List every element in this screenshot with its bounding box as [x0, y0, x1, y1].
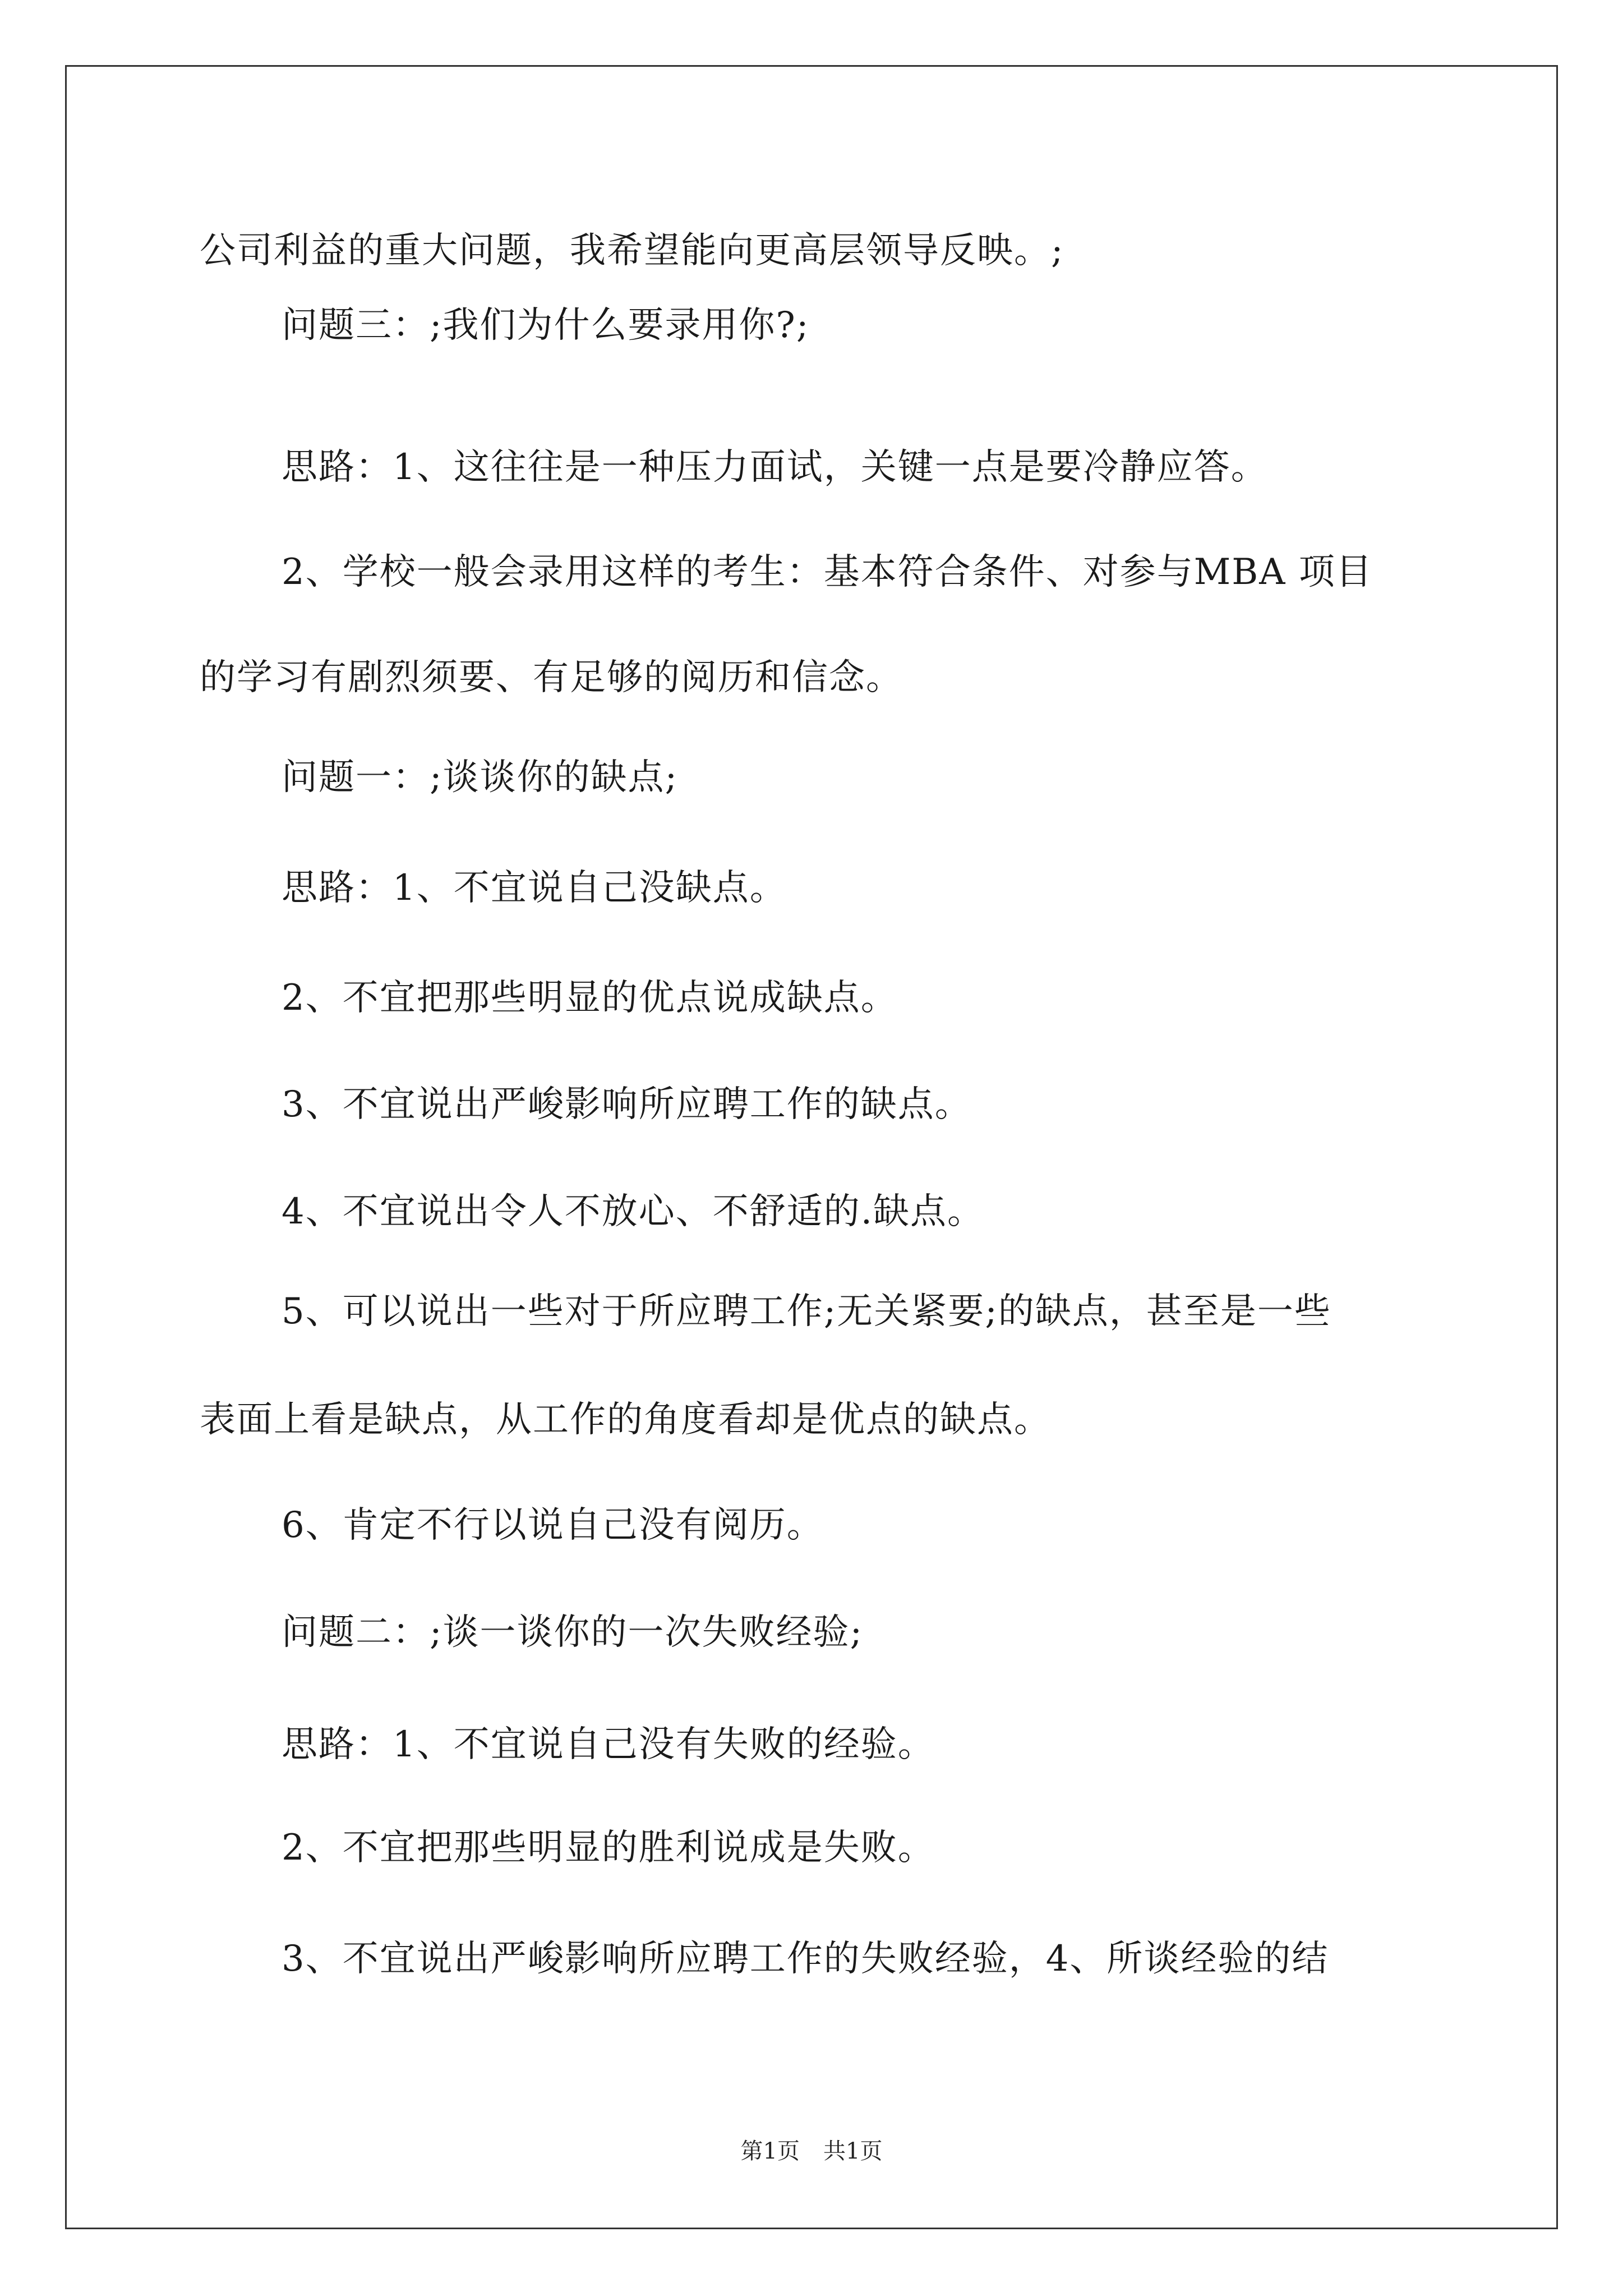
paragraph-line: 公司利益的重大问题，我希望能向更高层领导反映。; — [200, 230, 1064, 272]
paragraph-line: 3、不宜说出严峻影响所应聘工作的缺点。 — [282, 1084, 972, 1125]
page-total: 共1页 — [823, 2138, 883, 2164]
paragraph-line: 思路：1、这往往是一种压力面试，关键一点是要冷静应答。 — [282, 447, 1268, 488]
paragraph-line: 4、不宜说出令人不放心、不舒适的.缺点。 — [282, 1191, 985, 1232]
paragraph-line: 问题二：;谈一谈你的一次失败经验; — [282, 1612, 864, 1653]
paragraph-line: 思路：1、不宜说自己没有失败的经验。 — [282, 1724, 935, 1765]
paragraph-line: 问题三：;我们为什么要录用你?; — [282, 305, 810, 346]
page-border — [65, 65, 1558, 2229]
paragraph-line: 2、不宜把那些明显的胜利说成是失败。 — [282, 1827, 935, 1869]
paragraph-line: 5、可以说出一些对于所应聘工作;无关紧要;的缺点，甚至是一些 — [282, 1291, 1331, 1332]
paragraph-line: 3、不宜说出严峻影响所应聘工作的失败经验，4、所谈经验的结 — [282, 1938, 1329, 1980]
paragraph-line: 表面上看是缺点，从工作的角度看却是优点的缺点。 — [200, 1399, 1051, 1441]
paragraph-line: 问题一：;谈谈你的缺点; — [282, 757, 679, 798]
paragraph-line: 思路：1、不宜说自己没缺点。 — [282, 867, 787, 909]
paragraph-line: 6、肯定不行以说自己没有阅历。 — [282, 1504, 824, 1546]
page-footer — [0, 2137, 1623, 2165]
paragraph-line: 2、学校一般会录用这样的考生：基本符合条件、对参与MBA 项目 — [282, 551, 1373, 593]
page-number: 第1页 — [740, 2138, 800, 2164]
paragraph-line: 的学习有剧烈须要、有足够的阅历和信念。 — [200, 657, 903, 698]
paragraph-line: 2、不宜把那些明显的优点说成缺点。 — [282, 977, 898, 1019]
